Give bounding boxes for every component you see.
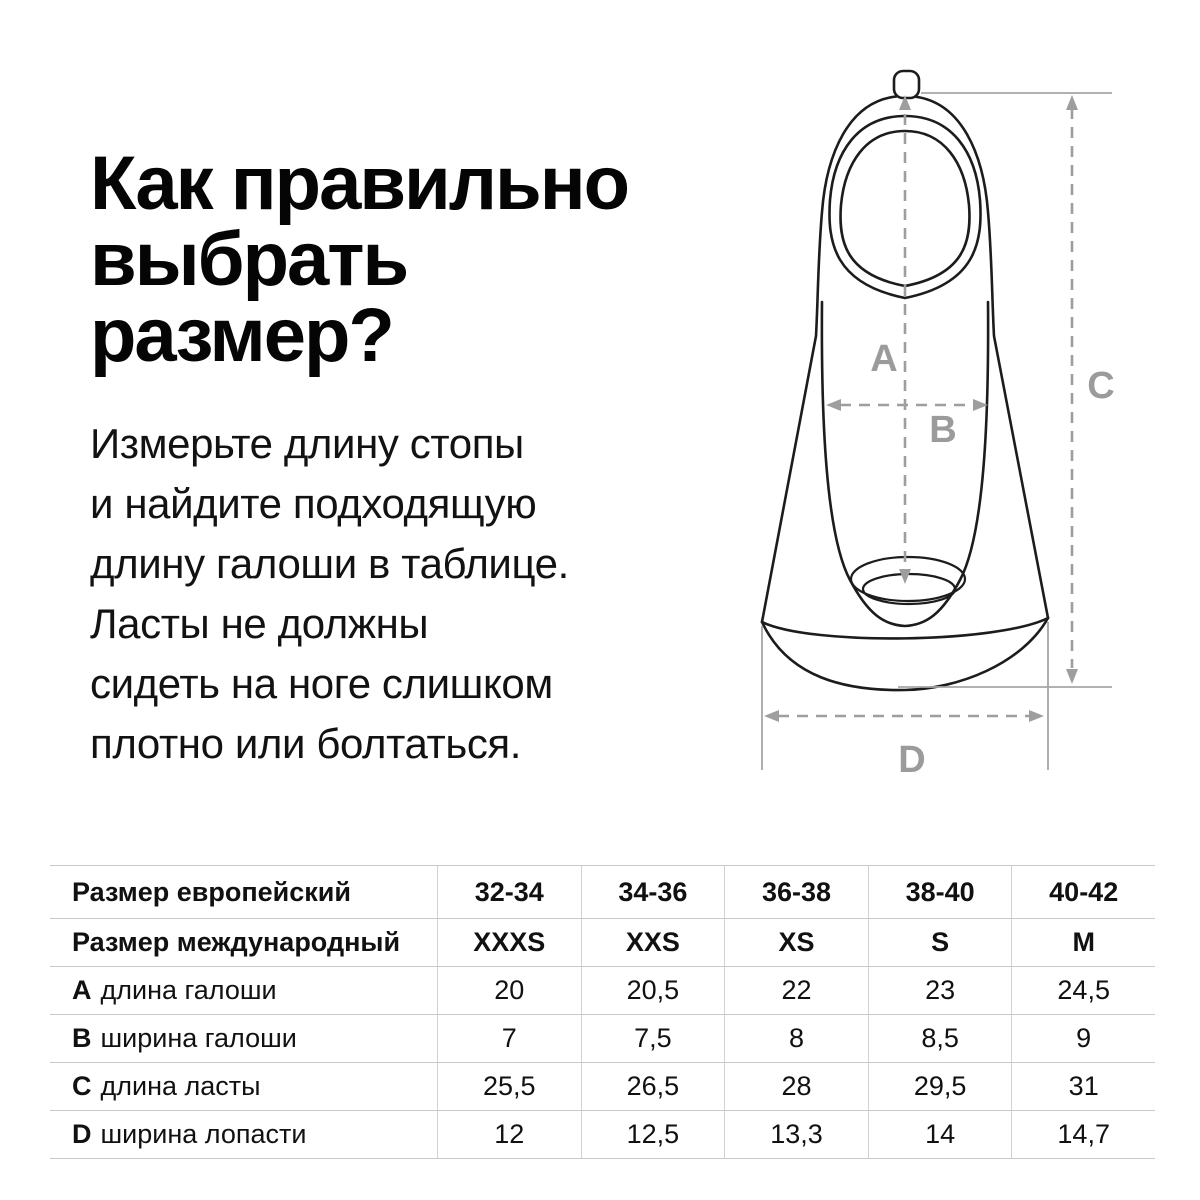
arrowhead-d-right: [1029, 710, 1044, 722]
dimension-label-d: D: [898, 739, 926, 781]
measure-cell: 24,5: [1011, 967, 1155, 1014]
size-cell: S: [868, 919, 1012, 966]
heel-cup-outer: [851, 557, 965, 601]
measure-cell: 28: [724, 1063, 868, 1110]
size-cell: XXXS: [437, 919, 581, 966]
arrowhead-c-up: [1066, 95, 1078, 110]
measure-cell: 9: [1011, 1015, 1155, 1062]
fin-blade-band: [762, 618, 1048, 638]
table-row-dim-b: [50, 1015, 1155, 1063]
measure-cell: 8,5: [868, 1015, 1012, 1062]
row-label-prefix: B: [72, 1023, 92, 1053]
measure-cell: 25,5: [437, 1063, 581, 1110]
size-cell: 38-40: [868, 866, 1012, 918]
intro-line: сидеть на ноге слишком: [90, 660, 553, 707]
fin-top-tab: [894, 71, 919, 98]
size-cell: XXS: [581, 919, 725, 966]
arrowhead-c-down: [1066, 669, 1078, 684]
measure-cell: 12: [437, 1111, 581, 1158]
size-cell: 36-38: [724, 866, 868, 918]
row-label-text: Размер международный: [72, 927, 401, 957]
dimension-label-c: C: [1087, 365, 1115, 407]
size-cell: 32-34: [437, 866, 581, 918]
size-table: [50, 865, 1155, 1159]
measure-cell: 14,7: [1011, 1111, 1155, 1158]
row-label: [50, 1119, 437, 1150]
measure-cell: 7,5: [581, 1015, 725, 1062]
intro-line: и найдите подходящую: [90, 480, 537, 527]
measure-cell: 13,3: [724, 1111, 868, 1158]
row-label-text: длина ласты: [100, 1071, 261, 1101]
measure-cell: 14: [868, 1111, 1012, 1158]
table-row-size-eu: [50, 866, 1155, 919]
size-cell: M: [1011, 919, 1155, 966]
page-title-line: выбрать: [90, 217, 408, 302]
intro-paragraph: [90, 414, 569, 774]
row-label: [50, 1071, 437, 1102]
page-title: [90, 141, 629, 378]
row-label: [50, 877, 437, 908]
row-label-prefix: D: [72, 1119, 92, 1149]
measure-cell: 22: [724, 967, 868, 1014]
dimension-label-a: A: [870, 338, 898, 380]
dimension-label-b: B: [929, 409, 957, 451]
measure-cell: 20: [437, 967, 581, 1014]
measure-cell: 26,5: [581, 1063, 725, 1110]
intro-line: плотно или болтаться.: [90, 720, 522, 767]
measure-cell: 29,5: [868, 1063, 1012, 1110]
row-label: [50, 975, 437, 1006]
measure-cell: 7: [437, 1015, 581, 1062]
intro-line: Ласты не должны: [90, 600, 429, 647]
row-label-text: Размер европейский: [72, 876, 351, 907]
row-label: [50, 927, 437, 958]
size-cell: 40-42: [1011, 866, 1155, 918]
table-row-size-intl: [50, 919, 1155, 967]
size-cell: XS: [724, 919, 868, 966]
arrowhead-b-left: [826, 399, 841, 411]
intro-line: Измерьте длину стопы: [90, 420, 524, 467]
row-label-text: ширина лопасти: [100, 1119, 307, 1149]
arrowhead-d-left: [764, 710, 779, 722]
intro-line: длину галоши в таблице.: [90, 540, 569, 587]
table-row-dim-d: [50, 1111, 1155, 1159]
row-label-text: ширина галоши: [100, 1023, 297, 1053]
page-title-line: размер?: [90, 293, 393, 378]
size-cell: 34-36: [581, 866, 725, 918]
heel-cup-inner: [863, 574, 955, 604]
row-label-prefix: C: [72, 1071, 92, 1101]
measure-cell: 20,5: [581, 967, 725, 1014]
measure-cell: 8: [724, 1015, 868, 1062]
measure-cell: 23: [868, 967, 1012, 1014]
table-row-dim-a: [50, 967, 1155, 1015]
row-label-text: длина галоши: [100, 975, 277, 1005]
fin-measurement-diagram: [720, 60, 1180, 800]
measure-cell: 31: [1011, 1063, 1155, 1110]
arrowhead-a-down: [899, 569, 911, 584]
row-label-prefix: A: [72, 975, 92, 1005]
row-label: [50, 1023, 437, 1054]
table-row-dim-c: [50, 1063, 1155, 1111]
measure-cell: 12,5: [581, 1111, 725, 1158]
page-title-line: Как правильно: [90, 141, 629, 226]
